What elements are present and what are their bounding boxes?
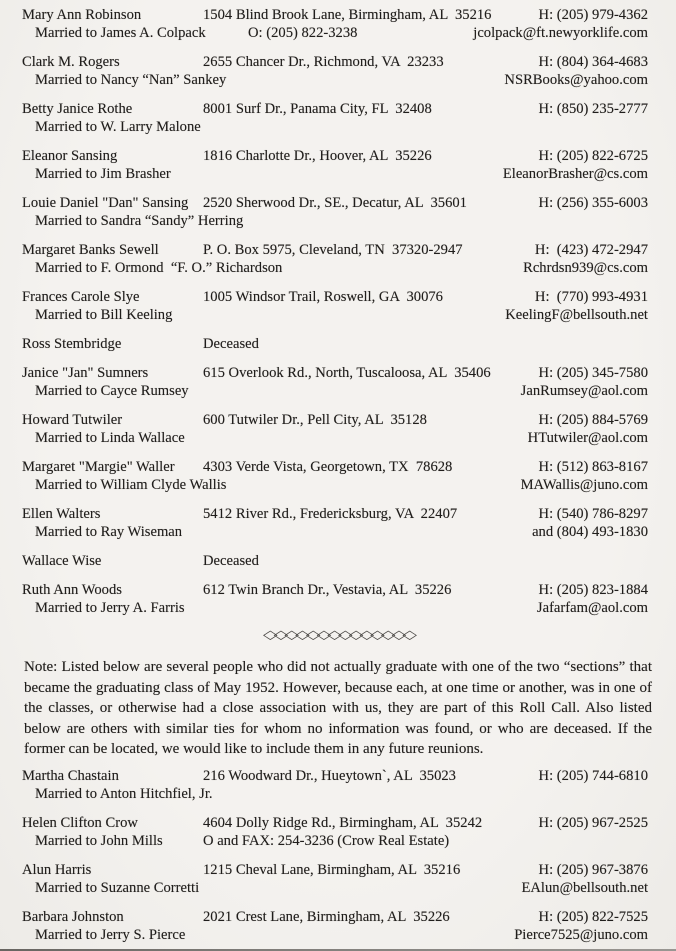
person-name: Helen Clifton Crow	[22, 814, 138, 831]
address: 8001 Surf Dr., Panama City, FL 32408	[203, 101, 432, 117]
entry-row	[0, 908, 676, 944]
spouse-line: Married to Jerry S. Pierce	[35, 926, 186, 943]
spouse-line: Married to James A. Colpack	[35, 25, 206, 41]
entry-row	[0, 194, 676, 230]
address: 2021 Crest Lane, Birmingham, AL 35226	[203, 908, 450, 925]
home-phone: H: (205) 967-2525	[538, 814, 648, 831]
home-phone: H: (205) 822-6725	[538, 148, 648, 164]
alt-phone: and (804) 493-1830	[532, 524, 648, 540]
spouse-line: Married to Ray Wiseman	[35, 524, 183, 540]
home-phone: H: (423) 472-2947	[534, 242, 648, 258]
person-name: Clark M. Rogers	[22, 54, 120, 70]
spouse-line: Married to Jim Brasher	[35, 166, 171, 182]
entry-row	[0, 505, 676, 541]
diamond-divider-glyphs: ◇◇◇◇◇◇◇◇◇◇◇◇◇◇	[262, 627, 414, 643]
entry-row	[0, 53, 676, 89]
email-address: EAlun@bellsouth.net	[521, 879, 648, 896]
person-name: Betty Janice Rothe	[22, 101, 133, 117]
note-paragraph: Note: Listed below are several people who did not actually graduate with one of the two “sections” that became the graduating class of May 1952. However, because each, at one time or another, was in one of the classes, or otherwise had a close association with us, they are part of this Roll Call. Also listed below are others with similar ties for whom no information was found, or who are deceased. If the former can be located, we would like to include them in any future reunions.	[24, 659, 652, 757]
address: 1504 Blind Brook Lane, Birmingham, AL 35216	[203, 7, 492, 23]
person-name: Martha Chastain	[22, 767, 119, 784]
entry-row	[0, 6, 676, 42]
person-name: Ruth Ann Woods	[22, 582, 122, 598]
address: 1215 Cheval Lane, Birmingham, AL 35216	[203, 861, 461, 878]
person-name: Margaret "Margie" Waller	[22, 459, 175, 475]
spouse-line: Married to Linda Wallace	[35, 430, 185, 446]
spouse-line: Married to John Mills	[35, 832, 163, 849]
spouse-line: Married to Bill Keeling	[35, 307, 173, 323]
spouse-line: Married to Anton Hitchfiel, Jr.	[35, 785, 213, 802]
spouse-line: Married to Jerry A. Farris	[35, 600, 185, 616]
entry-row	[0, 147, 676, 183]
spouse-line: Married to Nancy “Nan” Sankey	[35, 72, 227, 88]
directory-list-top	[0, 6, 676, 617]
email-address: KeelingF@bellsouth.net	[505, 307, 648, 323]
address: 216 Woodward Dr., Hueytown`, AL 35023	[203, 767, 456, 784]
home-phone: H: (205) 345-7580	[538, 365, 648, 381]
entry-row	[0, 335, 676, 353]
address: 1816 Charlotte Dr., Hoover, AL 35226	[203, 148, 432, 164]
deceased-status: Deceased	[203, 553, 259, 569]
address: 600 Tutwiler Dr., Pell City, AL 35128	[203, 412, 427, 428]
home-phone: H: (804) 364-4683	[538, 54, 648, 70]
address: 612 Twin Branch Dr., Vestavia, AL 35226	[203, 582, 452, 598]
person-name: Barbara Johnston	[22, 908, 124, 925]
email-address: JanRumsey@aol.com	[520, 383, 648, 399]
deceased-status: Deceased	[203, 336, 259, 352]
home-phone: H: (205) 823-1884	[538, 582, 648, 598]
person-name: Ellen Walters	[22, 506, 101, 522]
person-name: Margaret Banks Sewell	[22, 242, 159, 258]
spouse-line: Married to Suzanne Corretti	[35, 879, 200, 896]
entry-row	[0, 458, 676, 494]
email-address: NSRBooks@yahoo.com	[504, 72, 648, 88]
home-phone: H: (205) 884-5769	[538, 412, 648, 428]
email-address: jcolpack@ft.newyorklife.com	[473, 25, 648, 41]
entry-row	[0, 861, 676, 897]
entry-row	[0, 581, 676, 617]
office-phone: O: (205) 822-3238	[248, 25, 358, 41]
spouse-line: Married to F. Ormond “F. O.” Richardson	[35, 260, 283, 276]
person-name: Frances Carole Slye	[22, 289, 140, 305]
entry-row	[0, 100, 676, 136]
email-address: Pierce7525@juno.com	[514, 926, 648, 943]
email-address: Rchrdsn939@cs.com	[523, 260, 648, 276]
person-name: Wallace Wise	[22, 553, 102, 569]
address: 1005 Windsor Trail, Roswell, GA 30076	[203, 289, 443, 305]
person-name: Louie Daniel "Dan" Sansing	[22, 195, 189, 211]
spouse-line: Married to William Clyde Wallis	[35, 477, 227, 493]
home-phone: H: (205) 822-7525	[538, 908, 648, 925]
email-address: MAWallis@juno.com	[520, 477, 648, 493]
person-name: Alun Harris	[22, 861, 92, 878]
person-name: Howard Tutwiler	[22, 412, 123, 428]
home-phone: H: (770) 993-4931	[534, 289, 648, 305]
address: 4604 Dolly Ridge Rd., Birmingham, AL 35242	[203, 814, 483, 831]
entry-row	[0, 288, 676, 324]
entry-row	[0, 552, 676, 570]
home-phone: H: (205) 744-6810	[538, 767, 648, 784]
address: 615 Overlook Rd., North, Tuscaloosa, AL 35406	[203, 365, 491, 381]
office-phone: O and FAX: 254-3236 (Crow Real Estate)	[203, 832, 450, 849]
person-name: Mary Ann Robinson	[22, 7, 142, 23]
entry-row	[0, 364, 676, 400]
entry-row	[0, 814, 676, 850]
address: 2520 Sherwood Dr., SE., Decatur, AL 35601	[203, 195, 467, 211]
email-address: Jafarfam@aol.com	[536, 600, 648, 616]
address: P. O. Box 5975, Cleveland, TN 37320-2947	[203, 242, 463, 258]
section-divider	[0, 628, 676, 645]
home-phone: H: (850) 235-2777	[538, 101, 648, 117]
address: 4303 Verde Vista, Georgetown, TX 78628	[203, 459, 453, 475]
person-name: Eleanor Sansing	[22, 148, 118, 164]
entry-row	[0, 241, 676, 277]
entry-row	[0, 767, 676, 803]
spouse-line: Married to Cayce Rumsey	[35, 383, 189, 399]
email-address: HTutwiler@aol.com	[527, 430, 648, 446]
home-phone: H: (256) 355-6003	[538, 195, 648, 211]
directory-list-bottom	[0, 767, 676, 944]
address: 2655 Chancer Dr., Richmond, VA 23233	[203, 54, 444, 70]
email-address: EleanorBrasher@cs.com	[502, 166, 648, 182]
spouse-line: Married to W. Larry Malone	[35, 119, 201, 135]
spouse-line: Married to Sandra “Sandy” Herring	[35, 213, 244, 229]
home-phone: H: (205) 979-4362	[538, 7, 648, 23]
entry-row	[0, 411, 676, 447]
home-phone: H: (205) 967-3876	[538, 861, 648, 878]
home-phone: H: (512) 863-8167	[538, 459, 648, 475]
person-name: Janice "Jan" Sumners	[22, 365, 149, 381]
address: 5412 River Rd., Fredericksburg, VA 22407	[203, 506, 458, 522]
home-phone: H: (540) 786-8297	[538, 506, 648, 522]
person-name: Ross Stembridge	[22, 336, 122, 352]
